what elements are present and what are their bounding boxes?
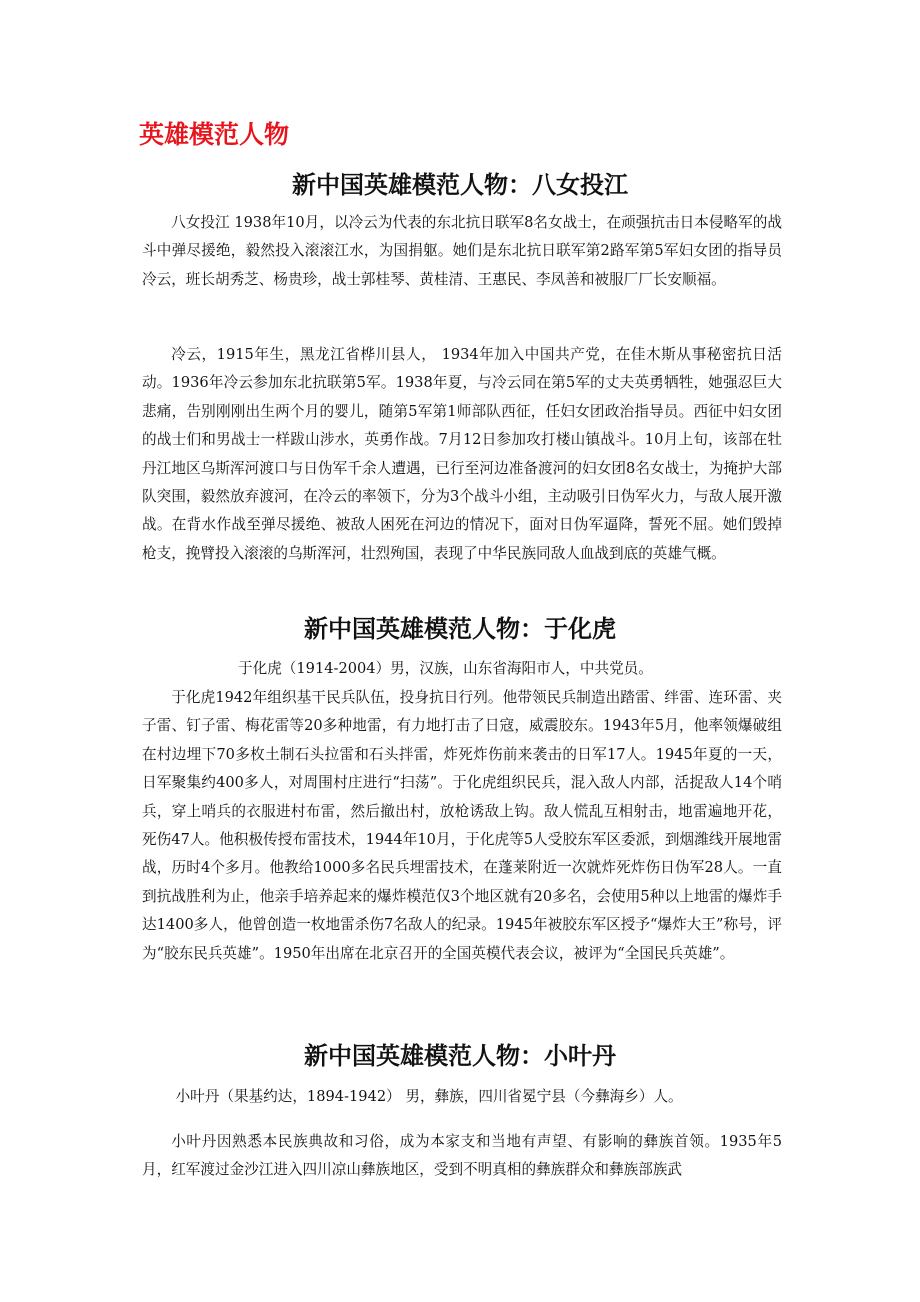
document-heading: 英雄模范人物	[139, 120, 290, 149]
section-title-xiao-ye-dan: 新中国英雄模范人物：小叶丹	[304, 1042, 616, 1070]
section-title-ba-nv-tou-jiang: 新中国英雄模范人物：八女投江	[292, 171, 628, 199]
section-intro: 小叶丹（果基约达，1894-1942） 男，彝族，四川省冕宁县（今彝海乡）人。	[175, 1088, 683, 1105]
section-paragraph: 冷云，1915年生，黑龙江省桦川县人， 1934年加入中国共产党，在佳木斯从事秘密抗日活动。1936年冷云参加东北抗联第5军。1938年夏，与冷云同在第5军的丈夫英勇牺牲，她强忍巨大悲痛，告别刚刚出生两个月的婴儿，随第5军第1师部队西征，任妇女团政治指导员。西征中妇女团的战士们和男战士一样跋山涉水，英勇作战。7月12日参加攻打楼山镇战斗。10月上旬，该部在牡丹江地区乌斯浑河渡口与日伪军千余人遭遇，已行至河边准备渡河的妇女团8名女战士，为掩护大部队突围，毅然放弃渡河，在冷云的率领下，分为3个战斗小组，主动吸引日伪军火力，与敌人展开激战。在背水作战至弹尽援绝、被敌人困死在河边的情况下，面对日伪军逼降，誓死不屈。她们毁掉枪支，挽臂投入滚滚的乌斯浑河，壮烈殉国，表现了中华民族同敌人血战到底的英雄气概。	[142, 346, 782, 562]
section-paragraph: 八女投江 1938年10月，以冷云为代表的东北抗日联军8名女战士，在顽强抗击日本侵略军的战斗中弹尽援绝，毅然投入滚滚江水，为国捐躯。她们是东北抗日联军第2路军第5军妇女团的指导员冷云，班长胡秀芝、杨贵珍，战士郭桂琴、黄桂清、王惠民、李凤善和被服厂厂长安顺福。	[142, 214, 782, 288]
section-title-yu-hua-hu: 新中国英雄模范人物：于化虎	[304, 615, 616, 643]
section-intro: 于化虎（1914-2004）男，汉族，山东省海阳市人，中共党员。	[238, 660, 653, 677]
section-paragraph: 于化虎1942年组织基干民兵队伍，投身抗日行列。他带领民兵制造出踏雷、绊雷、连环雷、夹子雷、钉子雷、梅花雷等20多种地雷，有力地打击了日寇，威震胶东。1943年5月，他率领爆破组在村边埋下70多枚土制石头拉雷和石头拌雷，炸死炸伤前来袭击的日军17人。1945年夏的一天，日军聚集约400多人，对周围村庄进行“扫荡”。于化虎组织民兵，混入敌人内部，活捉敌人14个哨兵，穿上哨兵的衣服进村布雷，然后撤出村，放枪诱敌上钩。敌人慌乱互相射击，地雷遍地开花，死伤47人。他积极传授布雷技术，1944年10月，于化虎等5人受胶东军区委派，到烟潍线开展地雷战，历时4个多月。他教给1000多名民兵埋雷技术，在蓬莱附近一次就炸死炸伤日伪军28人。一直到抗战胜利为止，他亲手培养起来的爆炸模范仅3个地区就有20多名，会使用5种以上地雷的爆炸手达1400多人，他曾创造一枚地雷杀伤7名敌人的纪录。1945年被胶东军区授予“爆炸大王”称号，评为“胶东民兵英雄”。1950年出席在北京召开的全国英模代表会议，被评为“全国民兵英雄”。	[142, 689, 782, 962]
section-paragraph: 小叶丹因熟悉本民族典故和习俗，成为本家支和当地有声望、有影响的彝族首领。1935年5月，红军渡过金沙江进入四川凉山彝族地区，受到不明真相的彝族群众和彝族部族武	[142, 1133, 782, 1179]
